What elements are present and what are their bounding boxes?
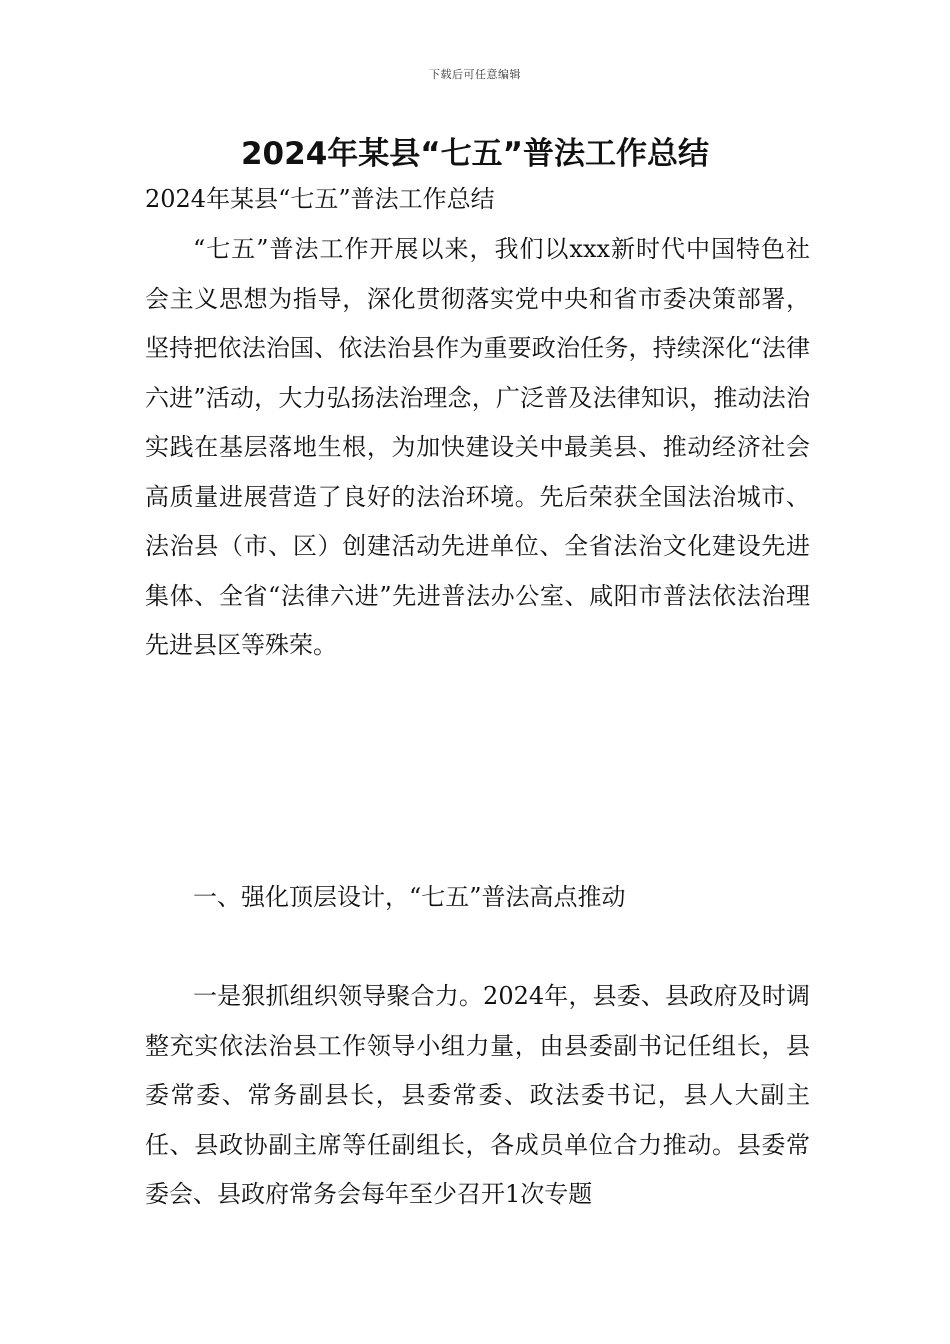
intro-paragraph: “七五”普法工作开展以来，我们以xxx新时代中国特色社会主义思想为指导，深化贯彻落实党中央和省市委决策部署，坚持把依法治国、依法治县作为重要政治任务，持续深化“法律六进”活动，大力弘扬法治理念，广泛普及法律知识，推动法治实践在基层落地生根，为加快建设关中最美县、推动经济社会高质量进展营造了良好的法治环境。先后荣获全国法治城市、法治县（市、区）创建活动先进单位、全省法治文化建设先进集体、全省“法律六进”先进普法办公室、咸阳市普法依法治理先进县区等殊荣。 — [145, 235, 810, 659]
section-heading: 一、强化顶层设计，“七五”普法高点推动 — [193, 883, 626, 911]
document-subtitle: 2024年某县“七五”普法工作总结 — [145, 185, 495, 213]
document-title: 2024年某县“七五”普法工作总结 — [240, 136, 710, 172]
body-paragraph: 一是狠抓组织领导聚合力。2024年，县委、县政府及时调整充实依法治县工作领导小组力量，由县委副书记任组长，县委常委、常务副县长，县委常委、政法委书记，县人大副主任、县政协副主席等任副组长，各成员单位合力推动。县委常委会、县政府常务会每年至少召开1次专题 — [145, 982, 810, 1208]
header-note: 下载后可任意编辑 — [429, 68, 521, 81]
